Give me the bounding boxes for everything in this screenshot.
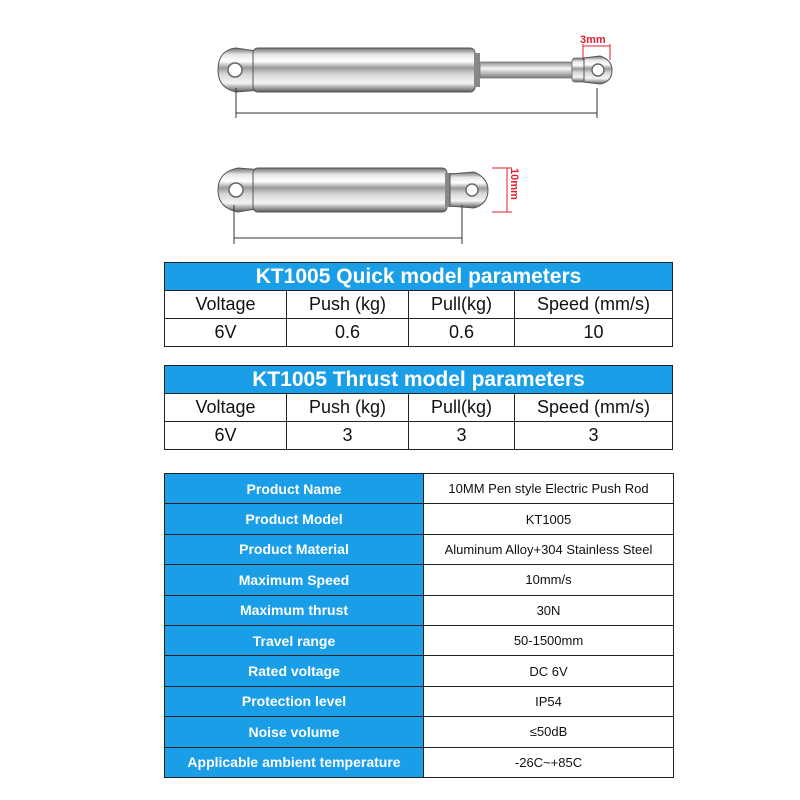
header-pull: Pull(kg): [409, 291, 515, 319]
spec-row: [165, 504, 674, 534]
spec-value: Aluminum Alloy+304 Stainless Steel: [424, 534, 674, 564]
spec-label: Maximum Speed: [165, 565, 424, 595]
spec-row: [165, 656, 674, 686]
spec-row: [165, 625, 674, 655]
spec-value: 50-1500mm: [424, 625, 674, 655]
header-speed: Speed (mm/s): [515, 291, 673, 319]
table-row: [165, 422, 673, 450]
push-rod-illustration: [0, 0, 800, 250]
cell-speed: 10: [515, 319, 673, 347]
retracted-rod: [218, 168, 512, 244]
spec-row: [165, 717, 674, 747]
spec-row: [165, 747, 674, 777]
spec-label: Rated voltage: [165, 656, 424, 686]
header-voltage: Voltage: [165, 291, 287, 319]
spec-value: KT1005: [424, 504, 674, 534]
cell-voltage: 6V: [165, 319, 287, 347]
header-pull: Pull(kg): [409, 394, 515, 422]
cell-speed: 3: [515, 422, 673, 450]
table-row: [165, 319, 673, 347]
quick-model-title: KT1005 Quick model parameters: [165, 263, 673, 291]
spec-row: [165, 565, 674, 595]
spec-value: DC 6V: [424, 656, 674, 686]
extended-rod: [218, 44, 612, 118]
spec-value: -26C~+85C: [424, 747, 674, 777]
spec-value: 10mm/s: [424, 565, 674, 595]
cell-pull: 0.6: [409, 319, 515, 347]
specification-table: [164, 473, 674, 778]
cell-voltage: 6V: [165, 422, 287, 450]
cell-push: 0.6: [287, 319, 409, 347]
spec-label: Noise volume: [165, 717, 424, 747]
spec-row: [165, 595, 674, 625]
spec-label: Protection level: [165, 686, 424, 716]
header-push: Push (kg): [287, 291, 409, 319]
spec-label: Product Material: [165, 534, 424, 564]
header-speed: Speed (mm/s): [515, 394, 673, 422]
spec-label: Product Name: [165, 474, 424, 504]
thrust-model-title: KT1005 Thrust model parameters: [165, 366, 673, 394]
spec-value: ≤50dB: [424, 717, 674, 747]
spec-label: Travel range: [165, 625, 424, 655]
cell-pull: 3: [409, 422, 515, 450]
header-push: Push (kg): [287, 394, 409, 422]
spec-row: [165, 686, 674, 716]
diameter-dimension-label: 10mm: [508, 168, 520, 200]
spec-label: Product Model: [165, 504, 424, 534]
spec-value: IP54: [424, 686, 674, 716]
table-header-row: [165, 291, 673, 319]
thrust-model-table: [164, 365, 673, 450]
pin-hole-dimension-label: 3mm: [580, 34, 606, 46]
spec-label: Applicable ambient temperature: [165, 747, 424, 777]
spec-value: 30N: [424, 595, 674, 625]
spec-label: Maximum thrust: [165, 595, 424, 625]
table-header-row: [165, 394, 673, 422]
spec-row: [165, 474, 674, 504]
spec-value: 10MM Pen style Electric Push Rod: [424, 474, 674, 504]
spec-row: [165, 534, 674, 564]
header-voltage: Voltage: [165, 394, 287, 422]
cell-push: 3: [287, 422, 409, 450]
quick-model-table: [164, 262, 673, 347]
